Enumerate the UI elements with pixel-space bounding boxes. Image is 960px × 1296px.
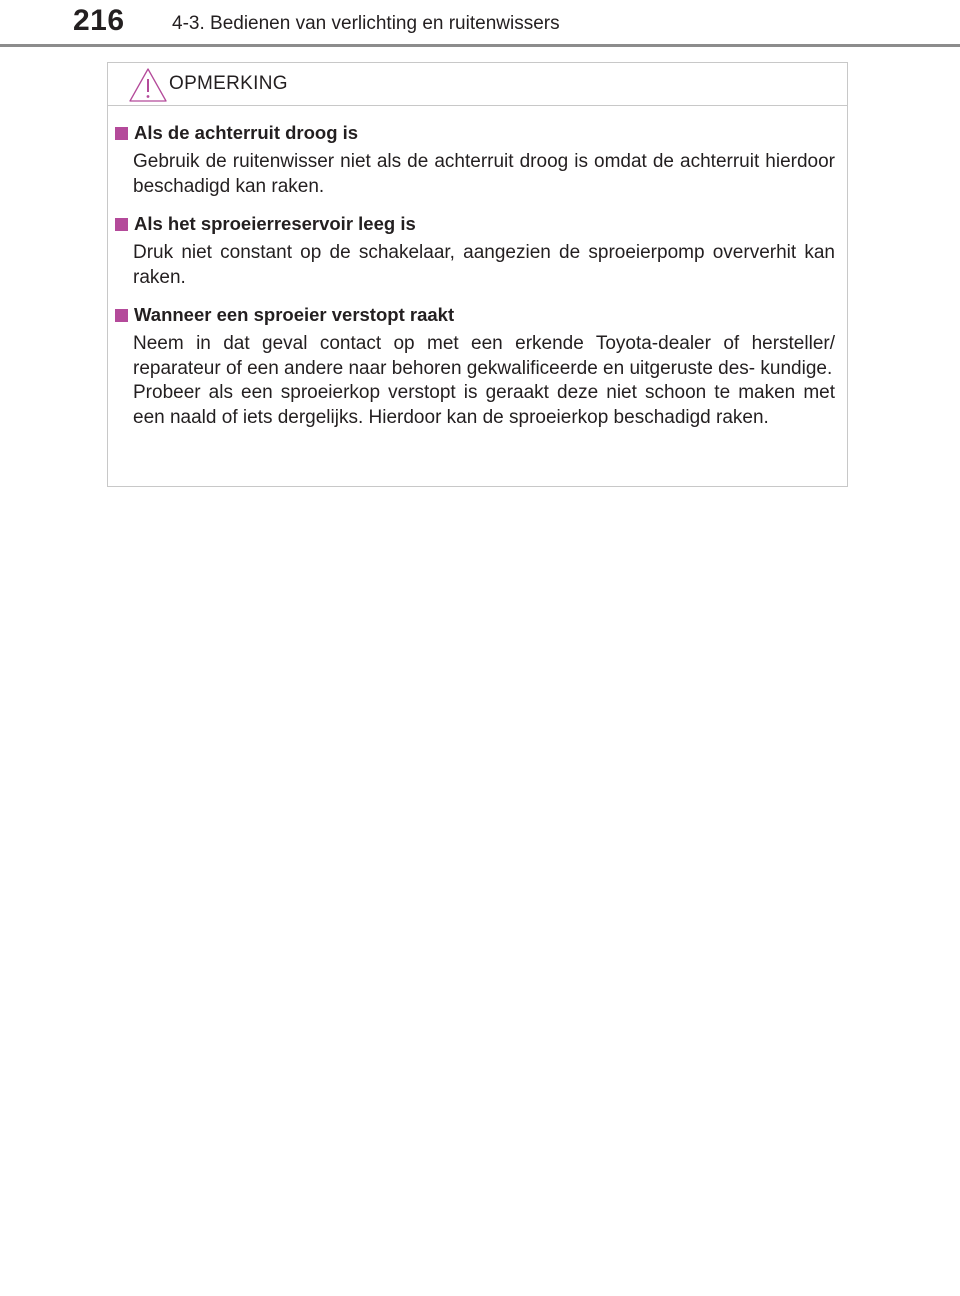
item-heading-text: Als het sproeierreservoir leeg is — [134, 213, 416, 234]
notice-body — [115, 121, 835, 443]
item-heading — [115, 303, 835, 327]
item-text — [133, 332, 835, 430]
notice-header — [108, 63, 847, 106]
item-heading — [115, 212, 835, 236]
header-divider — [0, 44, 960, 47]
item-heading-text: Als de achterruit droog is — [134, 122, 359, 143]
page-number: 216 — [73, 4, 125, 37]
page-header — [0, 0, 960, 48]
notice-item — [115, 303, 835, 430]
item-text — [133, 150, 835, 199]
notice-item — [115, 212, 835, 290]
warning-triangle-icon — [128, 67, 168, 103]
item-text — [133, 241, 835, 290]
bullet-square-icon — [115, 218, 128, 231]
notice-item — [115, 121, 835, 199]
item-paragraph: Druk niet constant op de schakelaar, aangezien de sproeierpomp oververhit kan raken. — [133, 242, 835, 288]
section-title: 4-3. Bedienen van verlichting en ruitenwissers — [172, 13, 560, 34]
item-paragraph: Gebruik de ruitenwisser niet als de achterruit droog is omdat de achterruit hierdoor beschadigd kan raken. — [133, 151, 835, 197]
bullet-square-icon — [115, 127, 128, 140]
item-heading-text: Wanneer een sproeier verstopt raakt — [134, 304, 455, 325]
item-paragraph: Probeer als een sproeierkop verstopt is geraakt deze niet schoon te maken met een naald of iets dergelijks. Hierdoor kan de sproeierkop beschadigd raken. — [133, 382, 835, 428]
notice-box — [107, 62, 848, 487]
item-paragraph: Neem in dat geval contact op met een erkende Toyota-dealer of hersteller/ reparateur of een andere naar behoren gekwalificeerde en uitgeruste des- kundige. — [133, 333, 835, 379]
item-heading — [115, 121, 835, 145]
notice-label: OPMERKING — [169, 73, 288, 94]
bullet-square-icon — [115, 309, 128, 322]
